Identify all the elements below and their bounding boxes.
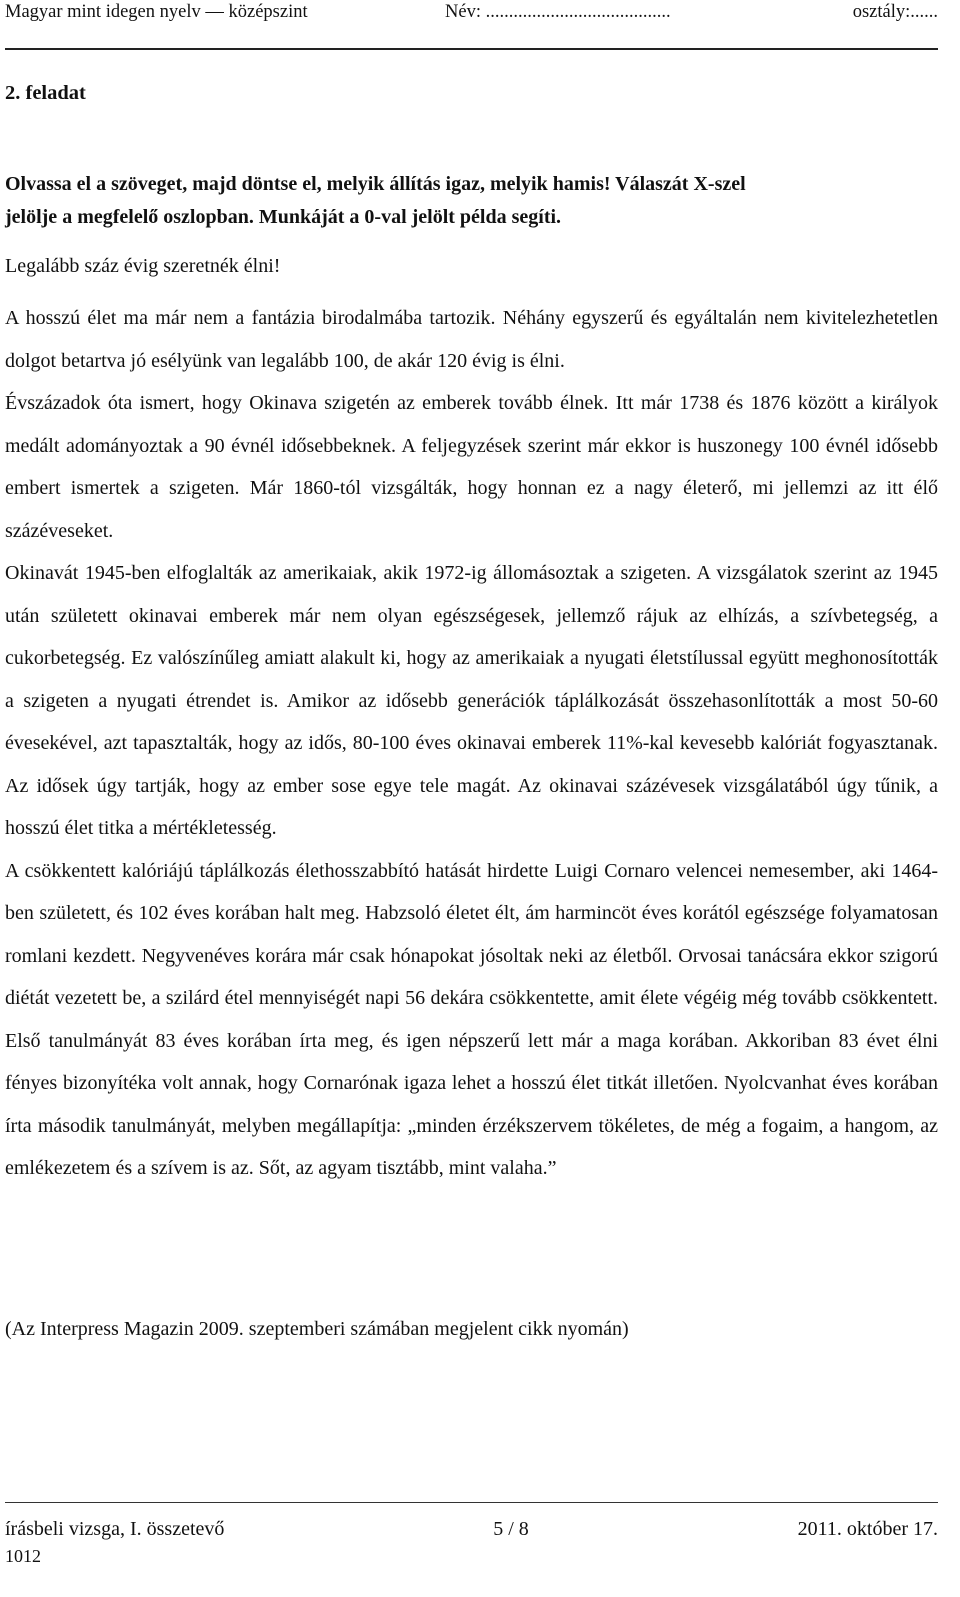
instruction-line: jelölje a megfelelő oszlopban. Munkáját a 0-val jelölt példa segíti. <box>5 206 562 228</box>
task-title: 2. feladat <box>5 82 86 104</box>
article-paragraph: Okinavát 1945-ben elfoglalták az amerikaiak, akik 1972-ig állomásoztak a szigeten. A vizsgálatok szerint az 1945 után született okinavai emberek már nem olyan egészségesek, jellemző rájuk az elhízás, a szívbetegség, a cukorbetegség. Ez valószínűleg amiatt alakult ki, hogy az amerikaiak a nyugati életstílussal együtt meghonosították a szigeten a nyugati étrendet is. Amikor az idősebb generációk táplálkozását összehasonlították a most 50-60 évesekével, azt tapasztalták, hogy az idős, 80-100 éves okinavai emberek 11%-kal kevesebb kalóriát fogyasztanak. Az idősek úgy tartják, hogy az ember sose egye tele magát. Az okinavai százévesek vizsgálatából úgy tűnik, a hosszú élet titka a mértékletesség. <box>5 562 938 839</box>
article-body <box>5 297 938 1190</box>
exam-label: írásbeli vizsga, I. összetevő <box>5 1518 225 1540</box>
subject-label: Magyar mint idegen nyelv — középszint <box>5 2 308 22</box>
article-paragraph: A csökkentett kalóriájú táplálkozás élethosszabbító hatását hirdette Luigi Cornaro velencei nemesember, aki 1464-ben született, és 102 éves korában halt meg. Habzsoló életet élt, ám harmincöt éves korától egészsége folyamatosan romlani kezdett. Negyvenéves korára már csak hónapokat jósoltak neki az életből. Orvosai tanácsára ekkor szigorú diétát vezetett be, a szilárd étel mennyiségét napi 56 dekára csökkentette, amit élete végéig még tovább csökkentett. Első tanulmányát 83 éves korában írta meg, és igen népszerű lett már a maga korában. Akkoriban 83 évet élni fényes bizonyítéka volt annak, hogy Cornarónak igaza lehet a hosszú élet titkát illetően. Nyolcvanhat éves korában írta második tanulmányát, melyben megállapítja: „minden érzékszervem tökéletes, de még a fogaim, a hangom, az emlékezetem és a szívem is az. Sőt, az agyam tisztább, mint valaha.” <box>5 859 938 1179</box>
task-instructions <box>5 168 940 234</box>
article-title: Legalább száz évig szeretnék élni! <box>5 255 281 277</box>
page-number: 5 / 8 <box>493 1518 529 1540</box>
class-field: osztály:...... <box>852 2 938 22</box>
footer-divider <box>5 1502 938 1503</box>
article-paragraph: A hosszú élet ma már nem a fantázia birodalmába tartozik. Néhány egyszerű és egyáltalán nem kivitelezhetetlen dolgot betartva jó esélyünk van legalább 100, de akár 120 évig is élni. <box>5 307 938 372</box>
exam-date: 2011. október 17. <box>797 1518 938 1540</box>
exam-code: 1012 <box>5 1546 41 1566</box>
name-field: Név: ........................................ <box>445 2 671 22</box>
page-footer <box>5 1518 938 1541</box>
header-divider <box>5 48 938 50</box>
article-paragraph: Évszázadok óta ismert, hogy Okinava szigetén az emberek tovább élnek. Itt már 1738 és 1876 között a királyok medált adományoztak a 90 évnél idősebbeknek. A feljegyzések szerint már ekkor is huszonegy 100 évnél idősebb embert ismertek a szigeten. Már 1860-tól vizsgálták, hogy honnan ez a nagy életerő, mi jellemzi az itt élő százéveseket. <box>5 392 938 542</box>
article-source: (Az Interpress Magazin 2009. szeptemberi számában megjelent cikk nyomán) <box>5 1318 629 1340</box>
page-header <box>5 0 938 38</box>
instruction-line: Olvassa el a szöveget, majd döntse el, melyik állítás igaz, melyik hamis! Válaszát X-szel <box>5 173 746 195</box>
